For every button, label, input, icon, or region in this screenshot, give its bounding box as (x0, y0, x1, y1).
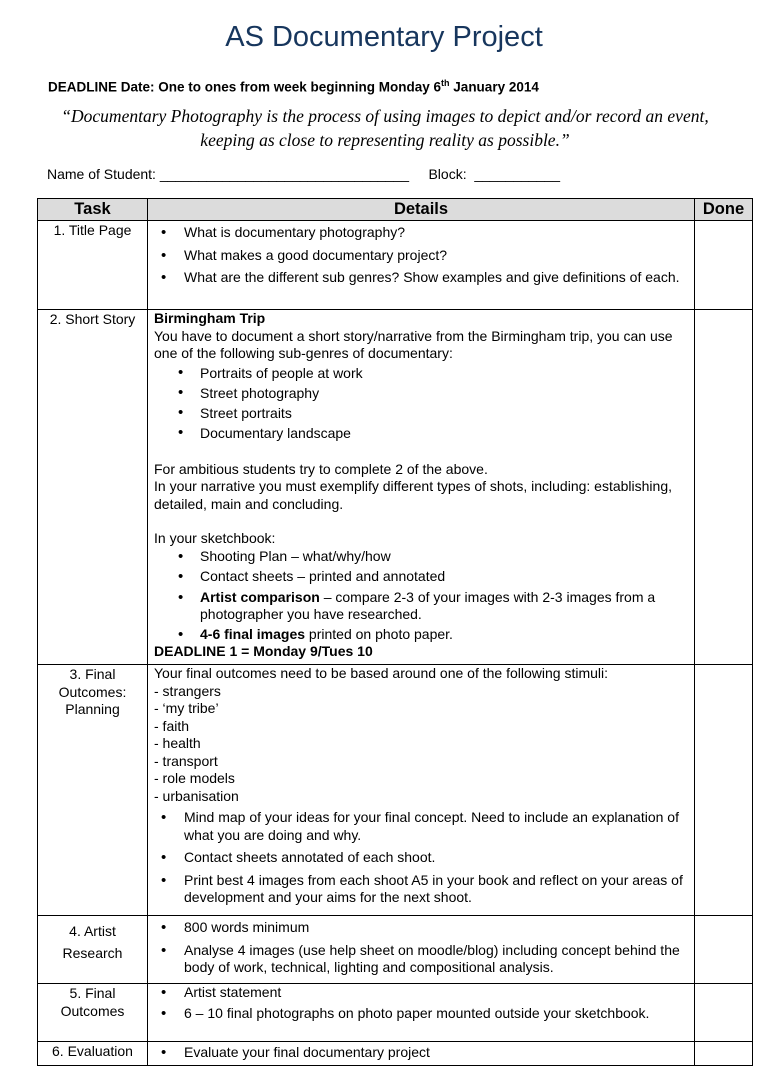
student-info-row (47, 165, 560, 183)
list-item: • Documentary landscape (154, 423, 688, 443)
task-cell: 6. Evaluation (38, 1042, 148, 1066)
stimulus: - strangers (154, 682, 221, 699)
table-row (38, 916, 753, 984)
shots-text: In your narrative you must exemplify different types of shots, including: establishing, detailed, main and concluding. (154, 478, 673, 512)
details-cell (148, 916, 695, 984)
sketchbook-label: In your sketchbook: (154, 530, 276, 546)
task-cell: 2. Short Story (38, 310, 148, 665)
table-row (38, 221, 753, 310)
task-cell: 1. Title Page (38, 221, 148, 310)
list-item: • 6 – 10 final photographs on photo paper mounted outside your sketchbook. (154, 1005, 688, 1023)
details-cell (148, 221, 695, 310)
block-field[interactable]: ___________ (474, 166, 561, 182)
stimuli-intro: Your final outcomes need to be based around one of the following stimuli: (154, 665, 609, 681)
stimulus: - faith (154, 717, 190, 734)
page-title: AS Documentary Project (225, 21, 543, 53)
done-cell[interactable] (695, 984, 753, 1042)
details-cell (148, 310, 695, 665)
quote: “Documentary Photography is the process of using images to depict and/or record an event, keeping as close to representing reality as possible.” (61, 106, 709, 150)
table-row (38, 310, 753, 665)
table-row (38, 1042, 753, 1066)
trip-heading: Birmingham Trip (154, 310, 266, 326)
list-item: • 800 words minimum (154, 919, 688, 937)
table-header-row (38, 199, 753, 221)
list-item: • Street photography (154, 383, 688, 403)
item-text: Contact sheets – printed and annotated (200, 568, 446, 584)
list-item: • Print best 4 images from each shoot A5 in your book and reflect on your areas of development and your aims for the next shoot. (154, 872, 688, 907)
task-cell: 3. Final Outcomes: Planning (38, 665, 148, 916)
item-text: printed on photo paper. (305, 625, 453, 642)
list-item (154, 589, 688, 624)
block-label: Block: (428, 166, 467, 182)
list-item: • What is documentary photography? (154, 224, 688, 242)
list-item: • Street portraits (154, 403, 688, 423)
item-text: Shooting Plan – what/why/how (200, 547, 391, 564)
ambitious-text: For ambitious students try to complete 2 of the above. (154, 460, 488, 477)
deadline-sup: th (441, 78, 450, 88)
item-bold: Artist comparison (200, 588, 320, 605)
student-name-label: Name of Student: (47, 166, 156, 182)
stimulus: - urbanisation (154, 787, 239, 804)
list-item (154, 568, 688, 586)
list-item: • Artist statement (154, 984, 688, 1002)
list-item (154, 548, 688, 566)
task-cell: 4. Artist Research (38, 916, 148, 984)
details-cell (148, 1042, 695, 1066)
stimulus: - health (154, 735, 201, 751)
task-table (37, 198, 753, 1066)
student-name-field[interactable]: ________________________________ (159, 166, 409, 182)
deadline-prefix: DEADLINE Date: One to ones from week beginning Monday 6 (48, 79, 442, 95)
list-item: • Mind map of your ideas for your final concept. Need to include an explanation of what you are doing and why. (154, 809, 688, 844)
list-item: • Portraits of people at work (154, 363, 688, 383)
deadline-line (48, 74, 539, 97)
stimulus: - ‘my tribe’ (154, 700, 219, 716)
done-cell[interactable] (695, 310, 753, 665)
list-item: • Analyse 4 images (use help sheet on moodle/blog) including concept behind the body of work, technical, lighting and compositional analysis. (154, 942, 688, 977)
item-text: – compare 2-3 of your images with 2-3 images from a photographer you have researched. (200, 588, 656, 622)
list-item: • What makes a good documentary project? (154, 247, 688, 265)
details-cell (148, 665, 695, 916)
header-done: Done (695, 199, 753, 221)
list-item: • What are the different sub genres? Show examples and give definitions of each. (154, 269, 688, 287)
stimulus: - transport (154, 752, 218, 769)
done-cell[interactable] (695, 1042, 753, 1066)
table-row (38, 984, 753, 1042)
task-cell: 5. Final Outcomes (38, 984, 148, 1042)
table-row (38, 665, 753, 916)
details-cell (148, 984, 695, 1042)
header-details: Details (148, 199, 695, 221)
list-item: • Evaluate your final documentary project (154, 1044, 688, 1062)
done-cell[interactable] (695, 665, 753, 916)
header-task: Task (38, 199, 148, 221)
done-cell[interactable] (695, 916, 753, 984)
list-item (154, 626, 688, 644)
deadline-1: DEADLINE 1 = Monday 9/Tues 10 (154, 643, 373, 659)
deadline-suffix: January 2014 (449, 79, 539, 95)
trip-intro: You have to document a short story/narrative from the Birmingham trip, you can use one of the following sub-genres of documentary: (154, 327, 673, 361)
done-cell[interactable] (695, 221, 753, 310)
list-item: • Contact sheets annotated of each shoot. (154, 849, 688, 867)
item-bold: 4-6 final images (200, 625, 306, 642)
stimulus: - role models (154, 770, 235, 786)
